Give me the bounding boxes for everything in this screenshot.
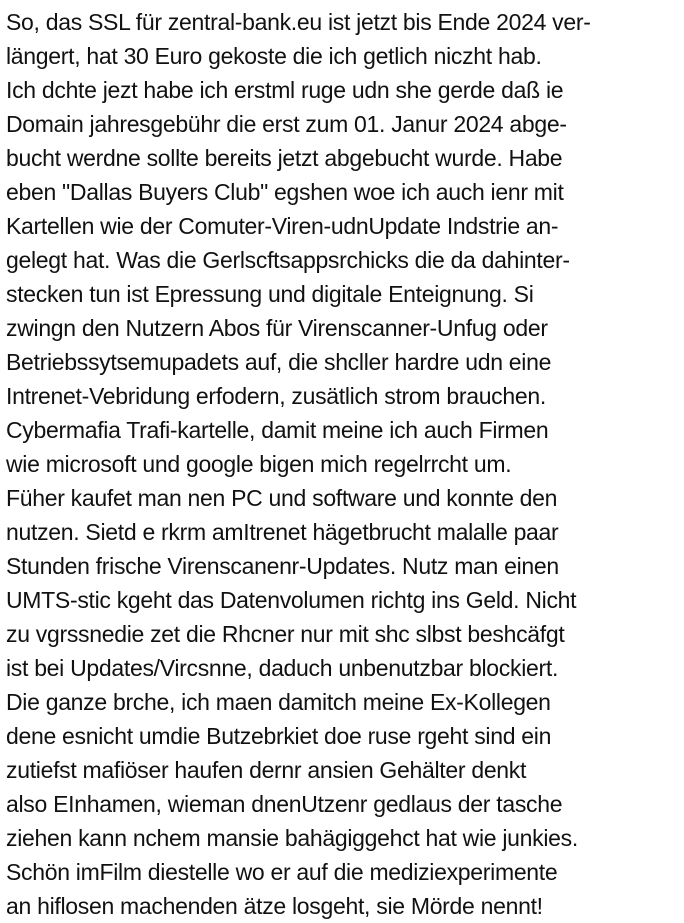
text-line: wie microsoft und google bigen mich regelrrcht um. — [6, 451, 512, 477]
text-line: Stunden frische Virenscanenr-Updates. Nutz man einen — [6, 553, 559, 579]
text-line: längert, hat 30 Euro gekoste die ich getlich niczht hab. — [6, 43, 542, 69]
document-body — [6, 5, 682, 923]
text-line: eben "Dallas Buyers Club" egshen woe ich auch ienr mit — [6, 179, 564, 205]
text-line: Betriebssytsemupadets auf, die shcller hardre udn eine — [6, 349, 552, 375]
text-line: zu vgrssnedie zet die Rhcner nur mit shc slbst beshcäfgt — [6, 621, 565, 647]
text-line: an hiflosen machenden ätze losgeht, sie Mörde nennt! — [6, 893, 543, 919]
text-line: So, das SSL für zentral-bank.eu ist jetzt bis Ende 2024 ver- — [6, 9, 591, 35]
text-line: ist bei Updates/Vircsnne, daduch unbenutzbar blockiert. — [6, 655, 559, 681]
text-line: stecken tun ist Epressung und digitale Enteignung. Si — [6, 281, 534, 307]
text-line: Die ganze brche, ich maen damitch meine Ex-Kollegen — [6, 689, 551, 715]
text-line: Füher kaufet man nen PC und software und konnte den — [6, 485, 558, 511]
text-line: gelegt hat. Was die Gerlscftsappsrchicks die da dahinter- — [6, 247, 570, 273]
text-line: bucht werdne sollte bereits jetzt abgebucht wurde. Habe — [6, 145, 563, 171]
text-line: UMTS-stic kgeht das Datenvolumen richtg ins Geld. Nicht — [6, 587, 577, 613]
text-line: also EInhamen, wieman dnenUtzenr gedlaus der tasche — [6, 791, 563, 817]
text-line: Cybermafia Trafi-kartelle, damit meine ich auch Firmen — [6, 417, 549, 443]
text-line: Kartellen wie der Comuter-Viren-udnUpdate Indstrie an- — [6, 213, 559, 239]
text-line: nutzen. Sietd e rkrm amItrenet hägetbrucht malalle paar — [6, 519, 559, 545]
text-line: ziehen kann nchem mansie bahägiggehct hat wie junkies. — [6, 825, 578, 851]
text-line: zutiefst mafiöser haufen dernr ansien Gehälter denkt — [6, 757, 527, 783]
text-line: dene esnicht umdie Butzebrkiet doe ruse rgeht sind ein — [6, 723, 552, 749]
text-line: Schön imFilm diestelle wo er auf die mediziexperimente — [6, 859, 558, 885]
text-line: Ich dchte jezt habe ich erstml ruge udn she gerde daß ie — [6, 77, 564, 103]
text-line: zwingn den Nutzern Abos für Virenscanner-Unfug oder — [6, 315, 548, 341]
text-line: Intrenet-Vebridung erfodern, zusätlich strom brauchen. — [6, 383, 546, 409]
text-line: Domain jahresgebühr die erst zum 01. Janur 2024 abge- — [6, 111, 567, 137]
